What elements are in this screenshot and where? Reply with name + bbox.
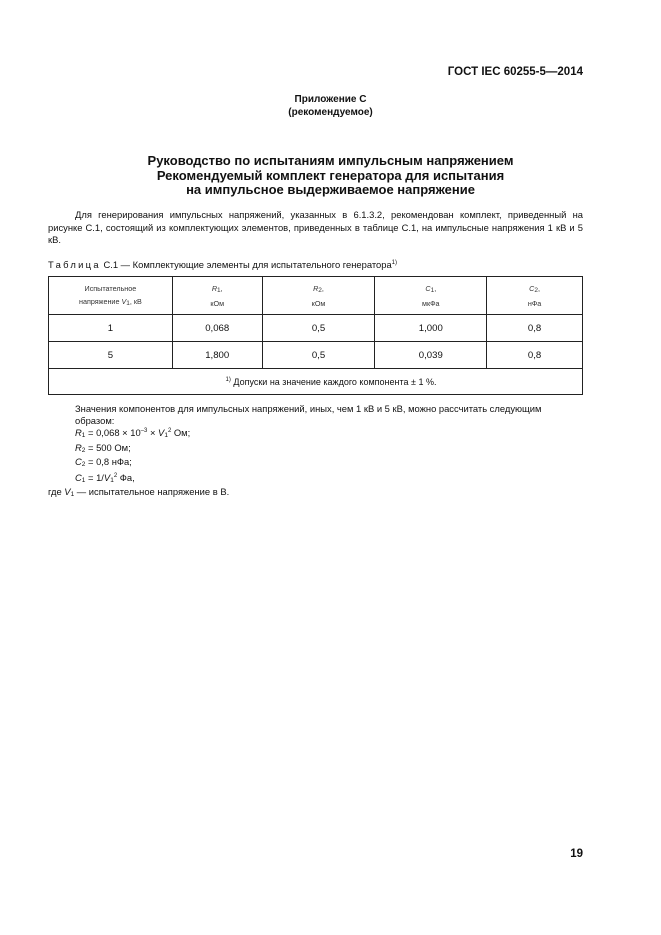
cell-c1: 1,000 (375, 315, 487, 342)
components-table (48, 276, 583, 395)
formula-r2: $R_2 = 500$ Ом; (75, 441, 131, 454)
formulas-block (48, 403, 583, 501)
appendix-heading (0, 93, 661, 119)
cell-r2: 0,5 (262, 315, 375, 342)
intro-paragraph (48, 209, 583, 247)
section-title (0, 154, 661, 198)
cell-r1: 0,068 (172, 315, 262, 342)
standard-number: ГОСТ IEC 60255-5—2014 (447, 66, 583, 78)
title-line-2: Рекомендуемый комплект генератора для испытания (156, 167, 505, 183)
appendix-title: Приложение С (294, 94, 367, 105)
title-line-3: на импульсное выдерживаемое напряжение (186, 182, 475, 197)
cell-c2: 0,8 (487, 342, 583, 369)
table-header-row (49, 277, 583, 315)
table-caption (48, 259, 397, 270)
header-c1: $C_1$, мкФа (375, 277, 487, 315)
cell-voltage: 5 (49, 342, 173, 369)
header-r2: $R_2$, кОм (262, 277, 375, 315)
title-line-1: Руководство по испытаниям импульсным напряжением (147, 153, 514, 168)
formulas-intro: Значения компонентов для импульсных напряжений, иных, чем 1 кВ и 5 кВ, можно рассчитать следующим образом: (75, 403, 542, 426)
header-test-voltage: Испытательное напряжение $V_1$, кВ (49, 277, 173, 315)
table-footnote-row (49, 369, 583, 395)
cell-c2: 0,8 (487, 315, 583, 342)
table-caption-number: С.1 (103, 259, 119, 270)
table-caption-prefix: Таблица (48, 259, 101, 270)
cell-c1: 0,039 (375, 342, 487, 369)
table-caption-footnote-ref: 1) (391, 260, 398, 266)
header-c2: $C_2$, нФа (487, 277, 583, 315)
table-caption-text: — Комплектующие элементы для испытательного генератора (120, 259, 392, 270)
cell-voltage: 1 (49, 315, 173, 342)
intro-text: Для генерирования импульсных напряжений, указанных в 6.1.3.2, рекомендован комплект, приведенный на рисунке С.1, состоящий из комплектующих элементов, приведенных в таблице С.1, на импульсные напряжения 1 кВ и 5 кВ. (48, 209, 583, 245)
formula-c2: $C_2 = 0,8$ нФа; (75, 456, 132, 468)
cell-r2: 0,5 (262, 342, 375, 369)
header-r1: $R_1$, кОм (172, 277, 262, 315)
table-row (49, 342, 583, 369)
cell-r1: 1,800 (172, 342, 262, 369)
table-row (49, 315, 583, 342)
table-footnote: $^{1)}$ Допуски на значение каждого компонента ± 1 %. (49, 369, 583, 395)
formula-where: где $V_1$ — испытательное напряжение в В. (48, 486, 230, 498)
formula-c1: $C_1 = 1/V_1^2$ Фа, (75, 471, 135, 484)
appendix-status: (рекомендуемое) (288, 107, 373, 118)
formula-r1: $R_1 = 0,068 \times 10^{-3} \times V_1^2$ Ом; (75, 427, 191, 439)
page-number: 19 (570, 848, 583, 860)
